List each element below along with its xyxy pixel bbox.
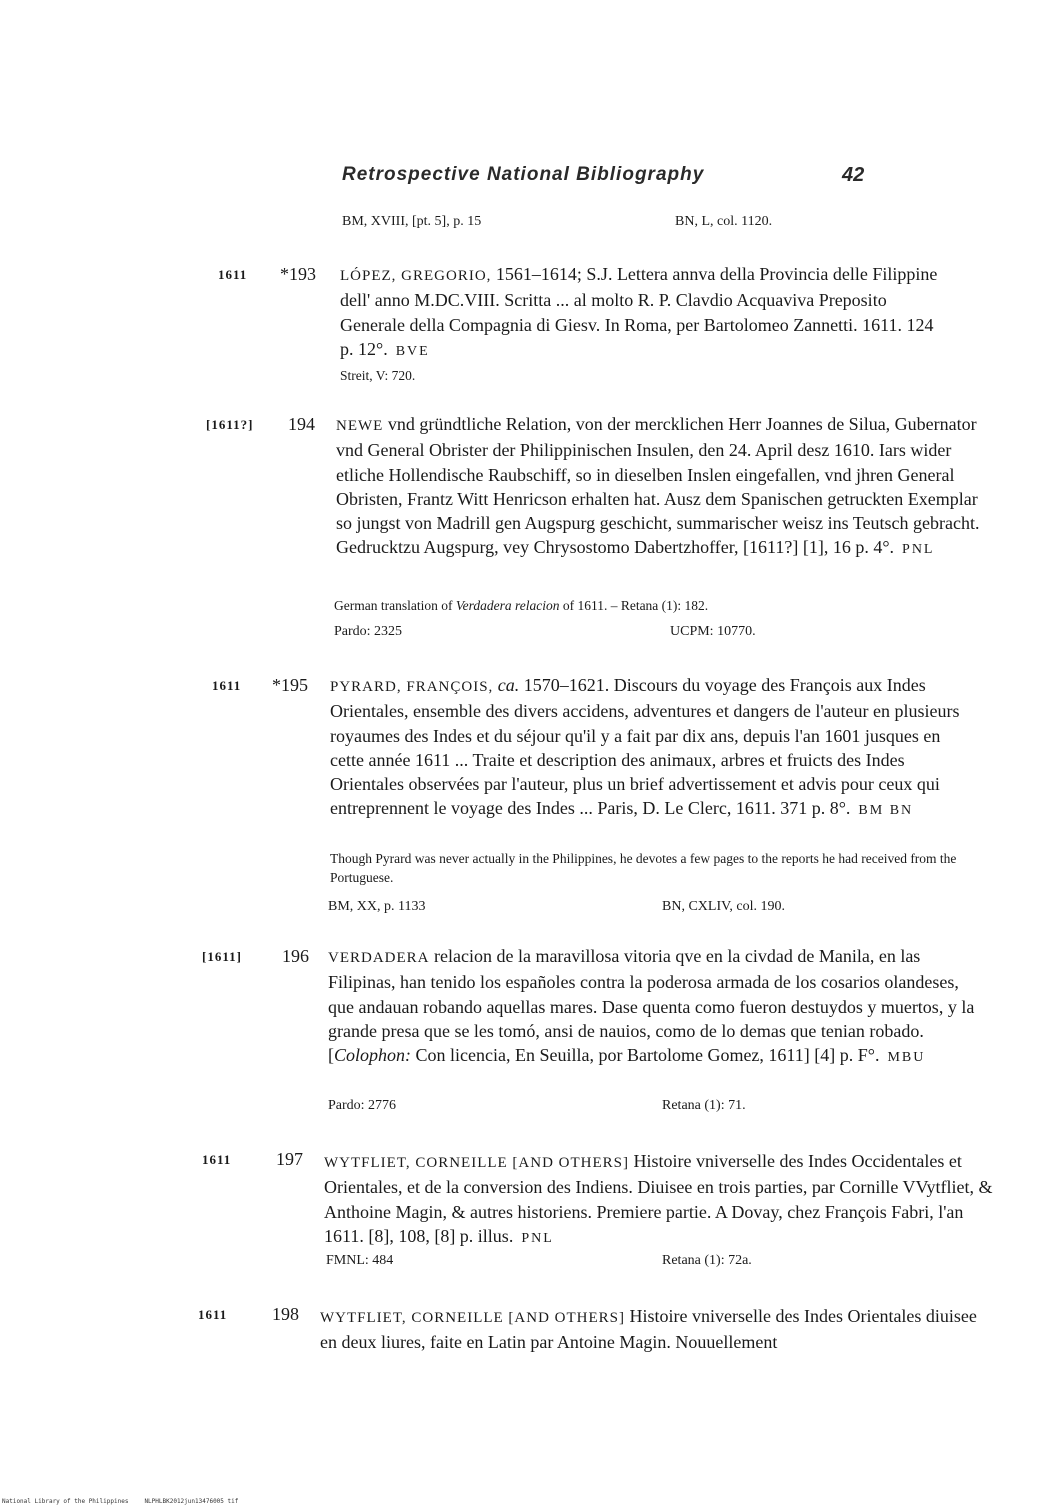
entry-body: 1561–1614; S.J. Lettera annva della Provincia delle Filippine dell' anno M.DC.VIII. Scritta ... al molto R. P. Clavdio Acquaviva Preposito Generale della Compagnia di Giesv. In Roma, per Bartolomeo Zannetti. 1611. 124 p. 12°. <box>340 264 938 359</box>
running-title: Retrospective National Bibliography <box>342 164 705 185</box>
entry-body-italic: ca. <box>497 675 520 695</box>
scan-footer <box>2 1498 402 1505</box>
page-number: 42 <box>842 164 865 186</box>
entry-body-italic: Colophon: <box>334 1045 412 1066</box>
entry-body: vnd gründtliche Relation, von der mercklichen Herr Joannes de Silua, Gubernator vnd General Obrister der Philippinischen Insulen, den 24. April desz 1610. Iars wider etliche Hollendische Raubschiff, so in dieselben Inslen eingefallen, vnd jhren General Obristen, Frantz Witt Henricson erhalten hat. Ausz dem Spanischen getruckten Exemplar so jungst von Madrill gen Augspurg geschicht, summarischer weisz ins Teutsch gebracht. Gedrucktzu Augspurg, vey Chrysostomo Dabertzhoffer, [1611?] [1], 16 p. 4°. <box>336 414 980 558</box>
entry-refs <box>328 899 958 919</box>
entry-year: [1611?] <box>206 417 254 432</box>
entry-description <box>330 673 970 824</box>
entry-number: 197 <box>276 1149 303 1169</box>
entry-number: 198 <box>272 1304 299 1324</box>
entry-number: *195 <box>272 675 308 695</box>
entry-number: 196 <box>282 946 309 966</box>
entry-body: Histoire vniverselle des Indes Occidentales et Orientales, et de la conversion des Indiens. Diuisee en trois parties, par Cornille VVytfliet, & Anthoine Magin, & autres historiens. Premiere partie. A Dovay, chez François Fabri, l'an 1611. [8], 108, [8] p. illus. <box>324 1151 993 1246</box>
entry-note-title: Verdadera relacion <box>455 598 560 613</box>
entry-note-text: of 1611. – Retana (1): 182. <box>559 598 709 613</box>
entry-ref-2: Retana (1): 72a. <box>662 1253 752 1268</box>
entry-number: *193 <box>280 264 316 284</box>
entry-number: 194 <box>288 414 315 434</box>
entry-ref-2: UCPM: 10770. <box>670 624 756 639</box>
entry-ref-2: BN, CXLIV, col. 190. <box>662 899 786 914</box>
entry-year: [1611] <box>202 949 242 964</box>
entry-description <box>320 1304 994 1355</box>
entry-author: NEWE <box>336 418 384 434</box>
entry-ref-2: Retana (1): 71. <box>662 1098 746 1113</box>
entry-ref-1: FMNL: 484 <box>326 1253 394 1268</box>
footer-library: National Library of the Philippines <box>2 1498 129 1505</box>
entry-body: Histoire vniverselle des Indes Orientales diuisee en deux liures, faite en Latin par Antoine Magin. Nouuellement <box>320 1306 977 1353</box>
entry-ref-1: BM, XX, p. 1133 <box>328 899 426 914</box>
entry-location: PNL <box>902 542 935 558</box>
continuation-refs <box>342 214 962 234</box>
continuation-ref-2: BN, L, col. 1120. <box>675 214 773 229</box>
entry-refs <box>326 1253 956 1273</box>
continuation-ref-1: BM, XVIII, [pt. 5], p. 15 <box>342 214 482 229</box>
entry-note-text: German translation of <box>334 598 456 613</box>
entry-body: 1570–1621. Discours du voyage des François aux Indes Orientales, ensemble des divers accidens, adventures et dangers de l'auteur en plusieurs royaumes des Indes et du séjour qu'il y a fait par dix ans, depuis l'an 1601 jusques en cette année 1611 ... Traite et description des animaux, arbres et fruicts des Indes Orientales observées par l'auteur, plus un brief advertissement et advis pour ceux qui entreprennent le voyage des Indes ... Paris, D. Le Clerc, 1611. 371 p. 8°. <box>330 675 960 819</box>
entry-ref-1: Pardo: 2776 <box>328 1098 397 1113</box>
entry-author: WYTFLIET, CORNEILLE [AND OTHERS] <box>320 1310 626 1326</box>
entry-year: 1611 <box>198 1307 228 1322</box>
entry-note: Though Pyrard was never actually in the Philippines, he devotes a few pages to the reports he had received from the Portuguese. <box>330 851 957 885</box>
entry-body: relacion de la maravillosa vitoria qve en la civdad de Manila, en las Filipinas, han tenido los españoles contra la poderosa armada de los cosarios olandeses, que andauan robando aquellas mares. Dase quenta como fueron destuydos y muertos, y la grande presa que se les tomó, ansi de nauios, como de lo demas que tenian robado. [ <box>328 946 975 1066</box>
entry-author: VERDADERA <box>328 950 430 966</box>
entry-location: BVE <box>395 343 430 359</box>
entry-location: PNL <box>521 1230 554 1246</box>
entry-description <box>324 1149 996 1251</box>
entry-year: 1611 <box>202 1152 232 1167</box>
entry-body: Con licencia, En Seuilla, por Bartolome Gomez, 1611] [4] p. F°. <box>411 1045 880 1066</box>
entry-ref-1: Pardo: 2325 <box>334 624 403 639</box>
entry-description <box>340 262 950 364</box>
footer-file: NLPHLBK2012jun13476005 tif <box>144 1498 239 1505</box>
running-header <box>342 164 872 190</box>
entry-year: 1611 <box>218 267 248 282</box>
entry-refs <box>334 624 954 644</box>
entry-location: BM BN <box>858 803 914 819</box>
entry-location: MBU <box>887 1050 926 1066</box>
entry-note <box>334 596 954 615</box>
entry-author: WYTFLIET, CORNEILLE [AND OTHERS] <box>324 1155 630 1171</box>
entry-note: Streit, V: 720. <box>340 368 416 383</box>
entry-author: LÓPEZ, GREGORIO, <box>340 268 492 284</box>
entry-year: 1611 <box>212 678 242 693</box>
entry-refs <box>328 1098 958 1118</box>
entry-description <box>328 944 978 1070</box>
entry-author: PYRARD, FRANÇOIS, <box>330 679 494 695</box>
entry-description <box>336 412 986 563</box>
